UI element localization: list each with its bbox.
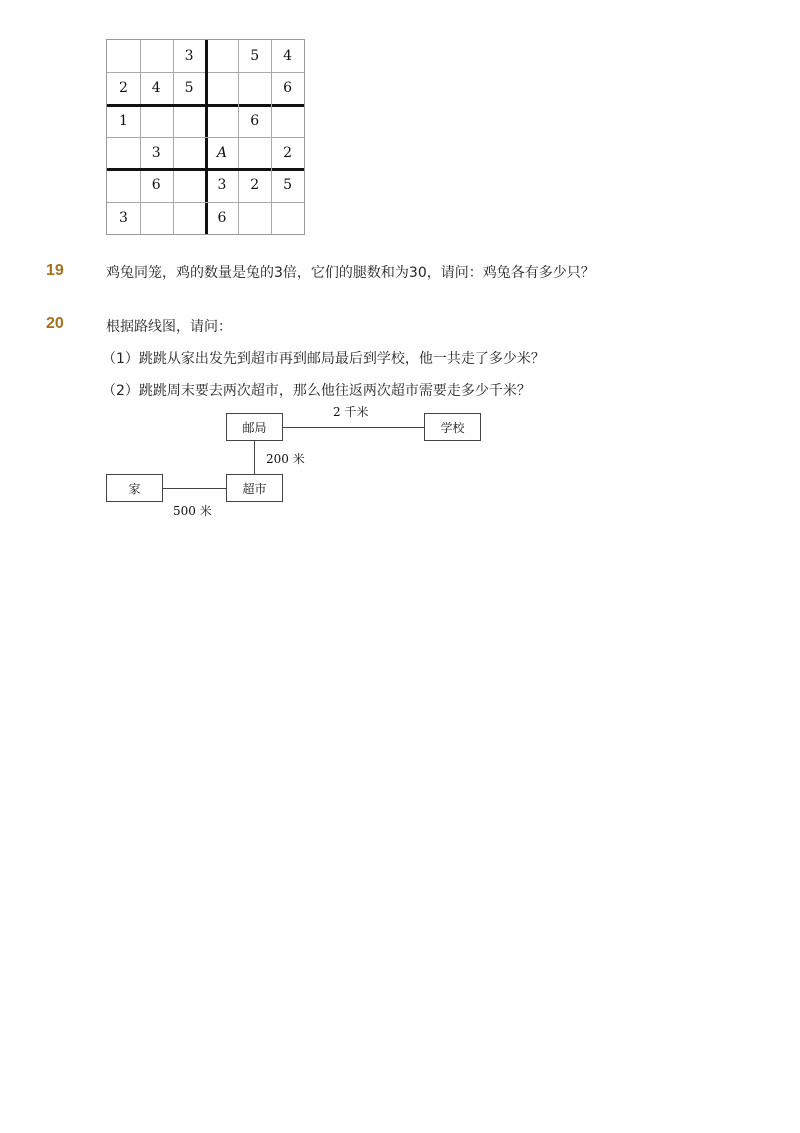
sudoku-cell: 5 [283,177,293,194]
question-20-number: 20 [46,315,64,332]
sudoku-cell: 6 [217,209,227,226]
sudoku-cell [107,169,140,201]
question-20-sub2: （2）跳跳周末要去两次超市，那么他往返两次超市需要走多少千米？ [102,383,531,399]
node-home: 家 [106,474,163,502]
sudoku-cell: 5 [250,48,260,65]
sudoku-cell [238,202,271,234]
sudoku-cell [271,105,304,137]
question-20-sub1: （1）跳跳从家出发先到超市再到邮局最后到学校，他一共走了多少米？ [102,351,545,367]
distance-post-supermarket: 200 米 [266,452,305,466]
sudoku-cell [271,202,304,234]
sudoku-cell: A [216,145,227,162]
sudoku-cell: 2 [250,177,260,194]
question-19-number: 19 [46,262,64,279]
sudoku-cell [107,137,140,169]
sudoku-cell [173,137,206,169]
node-post-office: 邮局 [226,413,283,441]
sudoku-cell: 4 [151,80,161,97]
sudoku-cell [173,169,206,201]
question-19-text: 鸡兔同笼，鸡的数量是兔的3倍，它们的腿数和为30，请问：鸡兔各有多少只？ [106,265,595,281]
distance-home-supermarket: 500 米 [173,504,212,518]
sudoku-cell [107,40,140,72]
sudoku-cell [173,105,206,137]
sudoku-cell [238,137,271,169]
sudoku-cell: 1 [118,112,128,129]
sudoku-cell [206,105,239,137]
sudoku-cell [173,202,206,234]
distance-post-school: 2 千米 [333,405,369,419]
sudoku-cell: 3 [217,177,227,194]
edge-post-school [282,427,424,428]
sudoku-cell: 5 [184,80,194,97]
node-school: 学校 [424,413,481,441]
node-supermarket: 超市 [226,474,283,502]
sudoku-cell [140,202,173,234]
sudoku-cell [206,72,239,104]
sudoku-cell: 6 [283,80,293,97]
sudoku-cell: 4 [283,48,293,65]
sudoku-cell: 3 [151,145,161,162]
sudoku-cell: 2 [118,80,128,97]
sudoku-cell: 3 [184,48,194,65]
sudoku-cell: 6 [151,177,161,194]
sudoku-cell [140,40,173,72]
sudoku-grid [106,39,305,235]
edge-post-supermarket [254,441,255,474]
edge-home-supermarket [162,488,226,489]
sudoku-cell: 2 [283,145,293,162]
sudoku-cell: 3 [118,209,128,226]
sudoku-cell [140,105,173,137]
sudoku-cell: 6 [250,112,260,129]
sudoku-cell [238,72,271,104]
question-20-text: 根据路线图，请问： [106,319,232,335]
sudoku-cell [206,40,239,72]
